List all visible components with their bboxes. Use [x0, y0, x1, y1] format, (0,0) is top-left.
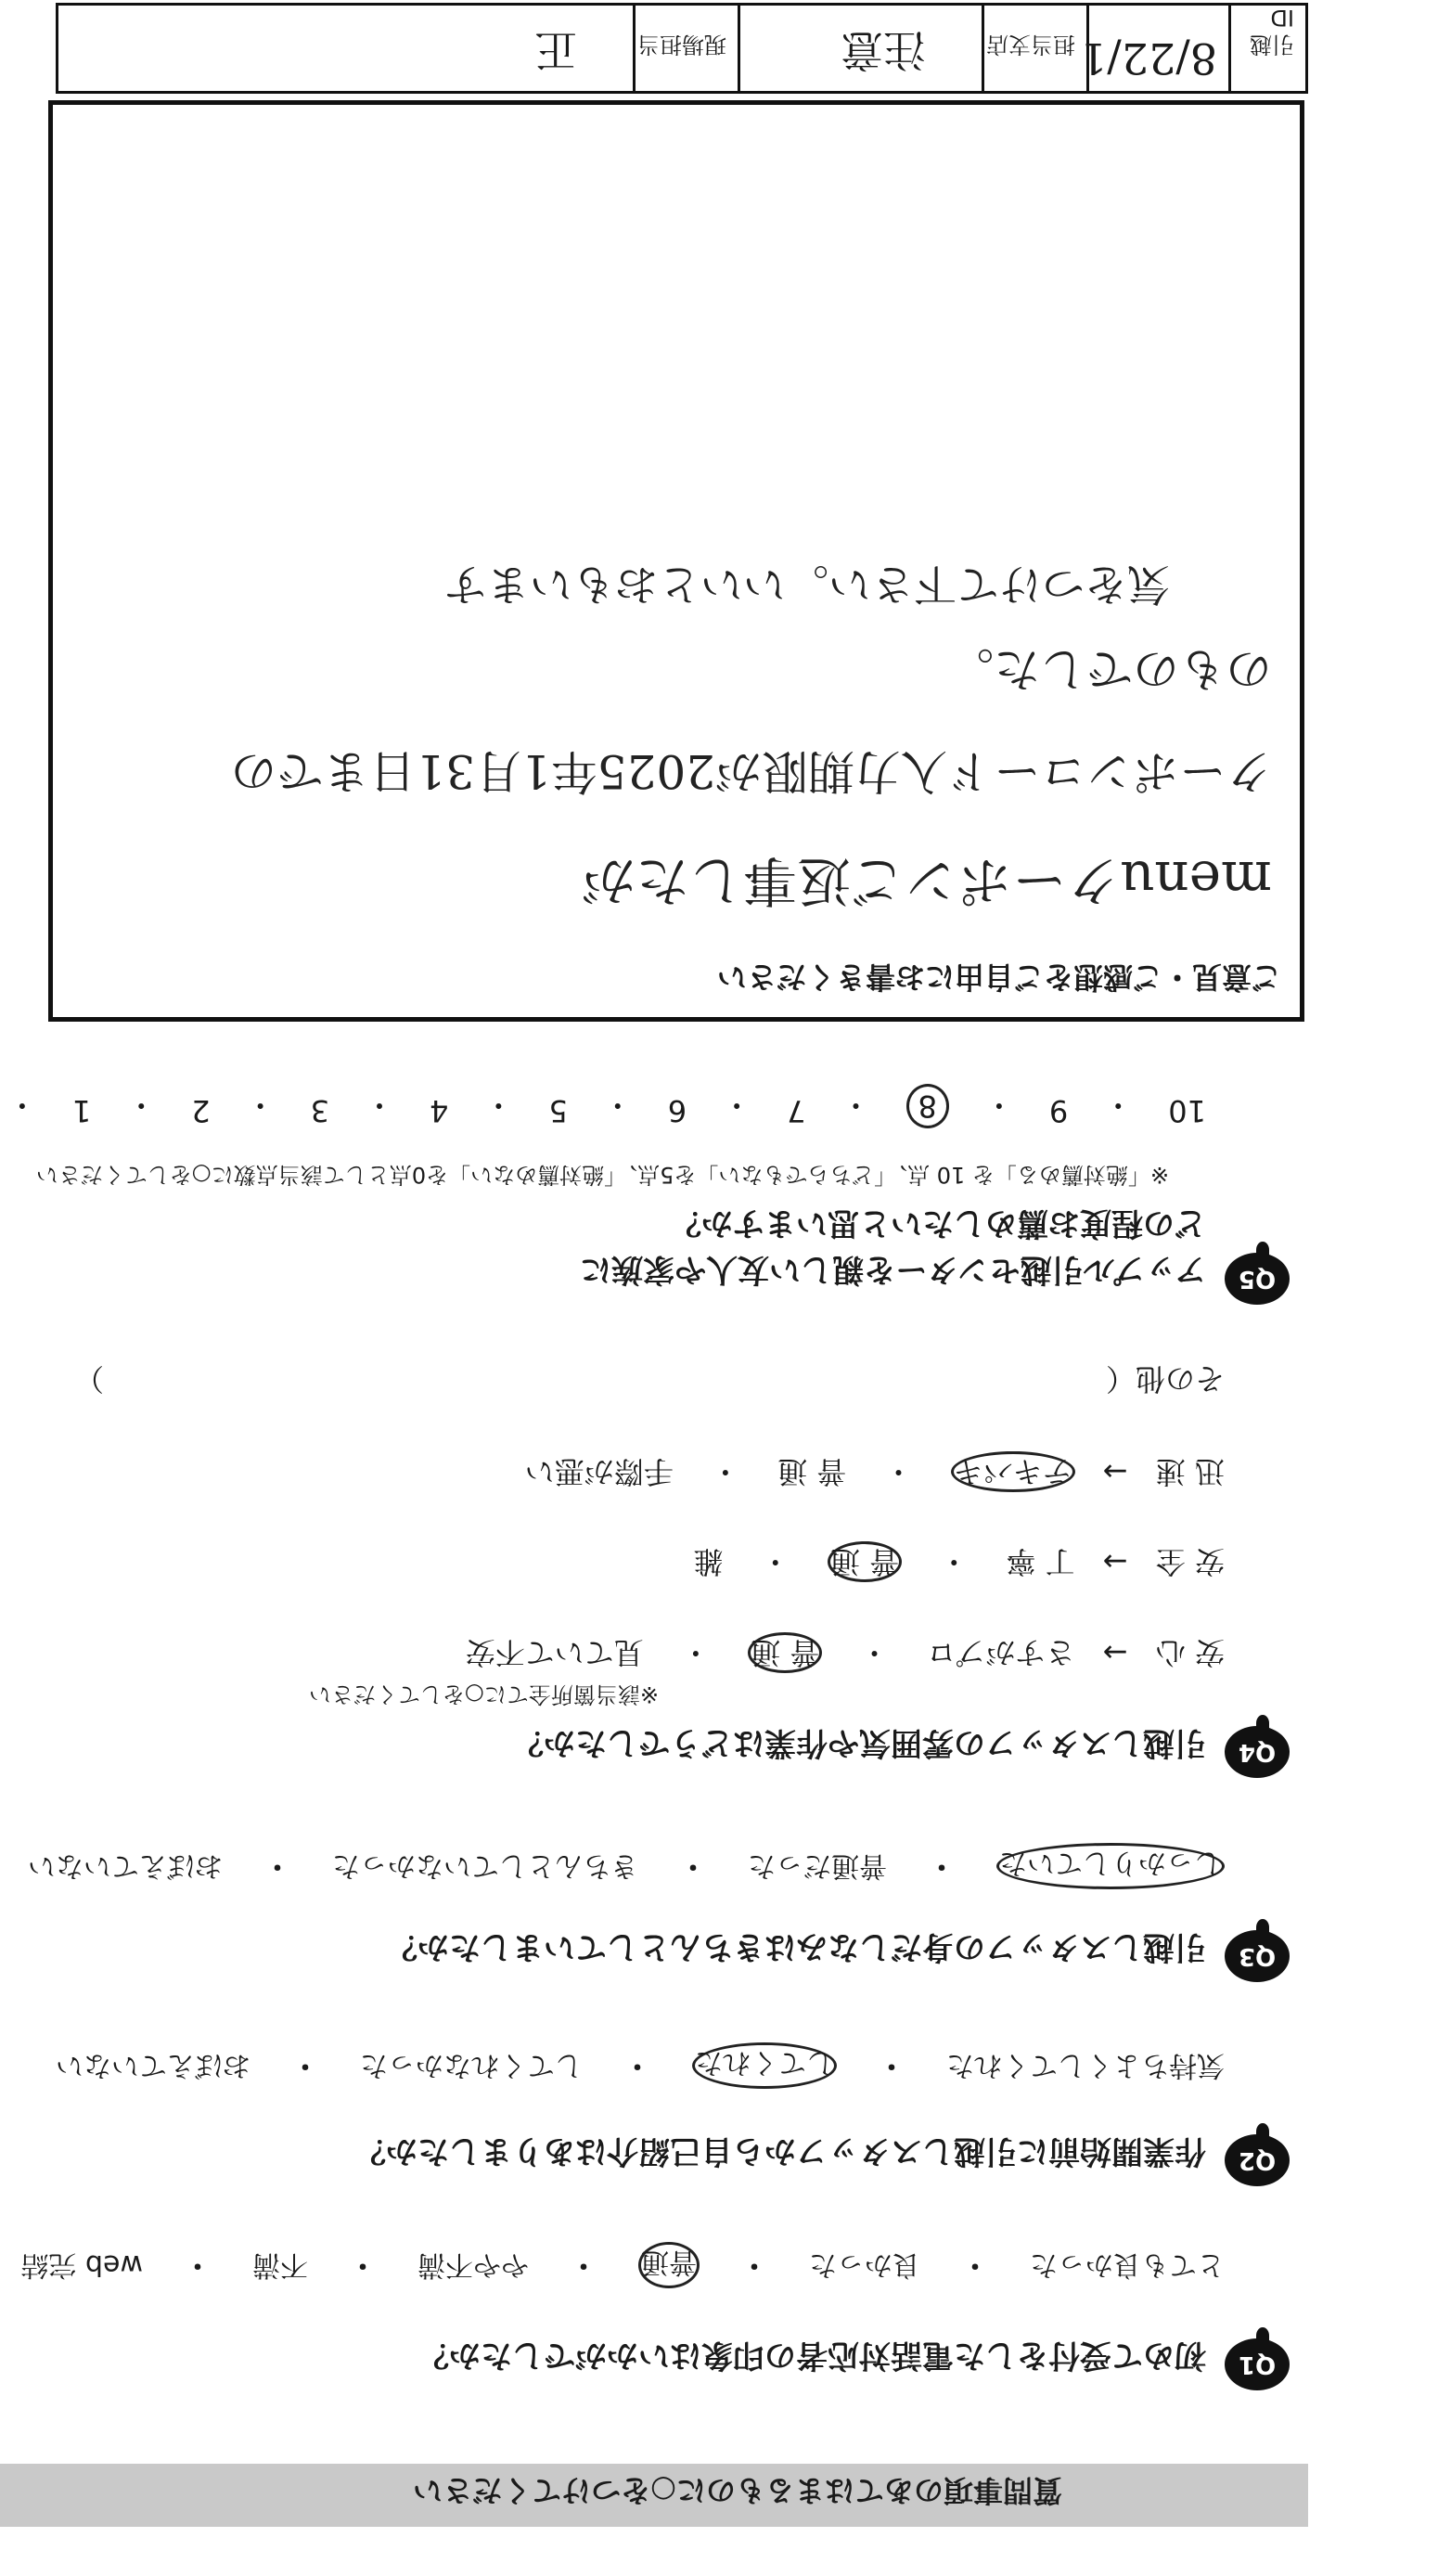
q2-options: 気持ちよくしてくれた ・ してくれた ・ してくれなかった ・ おぼえていない: [56, 2042, 1225, 2089]
leader-value: 正: [534, 25, 577, 75]
arrow-icon: →: [1102, 1454, 1128, 1489]
q4-badge: Q4: [1225, 1726, 1290, 1778]
row-label: 安 心: [1155, 1635, 1225, 1670]
score-option[interactable]: 9: [1048, 1093, 1069, 1128]
q5-text-2: どの程度お薦めしたいと思いますか？: [670, 1204, 1206, 1242]
option[interactable]: 手際が悪い: [524, 1454, 674, 1489]
score-option[interactable]: 2: [191, 1093, 211, 1128]
q1-option[interactable]: 不満: [252, 2248, 308, 2281]
arrow-icon: →: [1102, 1635, 1128, 1670]
q1-option[interactable]: 良かった: [809, 2248, 920, 2281]
instruction-header: [0, 2464, 1308, 2527]
score-option[interactable]: 5: [548, 1093, 568, 1128]
id-value: 8/22/1: [1079, 33, 1217, 84]
q5-badge: Q5: [1225, 1253, 1290, 1305]
instruction-text: 質問事項のあてはまるものに○をつけてください: [413, 2473, 1062, 2508]
branch-value-cell: [738, 6, 982, 91]
score-option[interactable]: 4: [430, 1093, 449, 1128]
q3-option-selected[interactable]: しっかりしていた: [996, 1843, 1225, 1889]
q2-option[interactable]: おぼえていない: [56, 2049, 250, 2081]
option-selected[interactable]: 普 通: [748, 1632, 822, 1673]
q4-text: 引越しスタッフの雰囲気や作業はどうでしたか？: [512, 1724, 1206, 1761]
leader-label: 現場担当: [637, 32, 726, 58]
arrow-icon: →: [1102, 1544, 1128, 1579]
q1-option-selected[interactable]: 普通: [638, 2242, 700, 2288]
comment-line: 気をつけて下さい。いいとおもいます: [444, 560, 1170, 610]
comment-line: のものでした。: [947, 642, 1272, 696]
comment-line: クーポンコード入力期限が2025年1月31日までの: [230, 744, 1272, 798]
score-option[interactable]: 7: [787, 1093, 806, 1128]
q4-row-anshin: 安 心 → さすがプロ ・ 普 通 ・ 見ていて不安: [466, 1633, 1225, 1676]
q2-option[interactable]: してくれなかった: [360, 2049, 583, 2081]
q1-badge: Q1: [1225, 2338, 1290, 2390]
q4-other: [74, 1359, 1225, 1402]
q3-option[interactable]: きちんとしていなかった: [332, 1849, 638, 1882]
id-label: 引越 ID: [1250, 5, 1294, 58]
q4-note: ※該当箇所全てに○をしてください: [308, 1681, 659, 1707]
option[interactable]: 丁 寧: [1006, 1544, 1075, 1579]
score-option[interactable]: 6: [667, 1093, 687, 1128]
branch-label-cell: [982, 6, 1086, 91]
score-option-selected[interactable]: 8: [906, 1084, 949, 1128]
comment-title: ご意見・ご感想をご自由にお書きください: [716, 960, 1281, 995]
q3-options: しっかりしていた ・ 普通だった ・ きちんとしていなかった ・ おぼえていない: [28, 1843, 1225, 1889]
q1-text: 初めて受付をした電話対応者の印象はいかがでしたか？: [417, 2337, 1206, 2374]
other-close: ）: [74, 1361, 105, 1397]
id-table: [56, 3, 1308, 94]
q3-option[interactable]: おぼえていない: [28, 1849, 223, 1882]
leader-value-cell: [61, 6, 633, 91]
branch-value: 注意: [841, 25, 926, 75]
row-label: 迅 速: [1155, 1454, 1225, 1489]
score-option[interactable]: 1: [71, 1093, 92, 1128]
q4-row-anzen: 安 全 → 丁 寧 ・ 普 通 ・ 雑: [694, 1542, 1225, 1585]
other-label: その他（: [1105, 1361, 1225, 1397]
option-selected[interactable]: テキパキ: [951, 1451, 1075, 1492]
q5-note: ※「絶対薦める」を 10 点、「どちらでもない」を5点、「絶対薦めない」を0点として該当点数に○をしてください: [35, 1162, 1169, 1188]
score-option[interactable]: 10: [1168, 1093, 1206, 1128]
id-label-cell: [1228, 6, 1305, 91]
leader-label-cell: [633, 6, 738, 91]
option-selected[interactable]: 普 通: [828, 1541, 902, 1582]
q3-badge: Q3: [1225, 1930, 1290, 1982]
q4-row-jinsoku: 迅 速 → テキパキ ・ 普 通 ・ 手際が悪い: [525, 1452, 1225, 1495]
row-label: 安 全: [1155, 1544, 1225, 1579]
score-option[interactable]: 3: [310, 1093, 330, 1128]
q3-text: 引越しスタッフの身だしなみはきちんとしていましたか？: [386, 1928, 1206, 1965]
q2-text: 作業開始前に引越しスタッフから自己紹介はありましたか？: [354, 2132, 1206, 2170]
q5-text: アップル引越センターを親しい友人や家族に: [580, 1251, 1206, 1288]
option[interactable]: 普 通: [777, 1454, 847, 1489]
option[interactable]: 見ていて不安: [465, 1635, 644, 1670]
q1-option[interactable]: web 完結: [20, 2248, 143, 2281]
option[interactable]: さすがプロ: [926, 1635, 1075, 1670]
branch-label: 担当支店: [986, 32, 1075, 58]
q1-option[interactable]: やや不満: [417, 2248, 529, 2281]
q5-scale: 10 ・ 9 ・ 8 ・ 7 ・ 6 ・ 5 ・ 4 ・ 3 ・ 2 ・ 1 ・: [0, 1084, 1206, 1128]
q2-option[interactable]: 気持ちよくしてくれた: [946, 2049, 1225, 2081]
q3-option[interactable]: 普通だった: [748, 1849, 887, 1882]
q1-option[interactable]: とても良かった: [1030, 2248, 1225, 2281]
q2-badge: Q2: [1225, 2134, 1290, 2186]
comment-line: menuクーポンご返事したが: [581, 849, 1272, 912]
comment-box[interactable]: [48, 100, 1304, 1022]
q1-options: とても良かった ・ 良かった ・ 普通 ・ やや不満 ・ 不満 ・ web 完結: [20, 2242, 1225, 2288]
id-value-cell: [1079, 6, 1228, 91]
q2-option-selected[interactable]: してくれた: [692, 2042, 837, 2089]
option[interactable]: 雑: [693, 1544, 724, 1579]
